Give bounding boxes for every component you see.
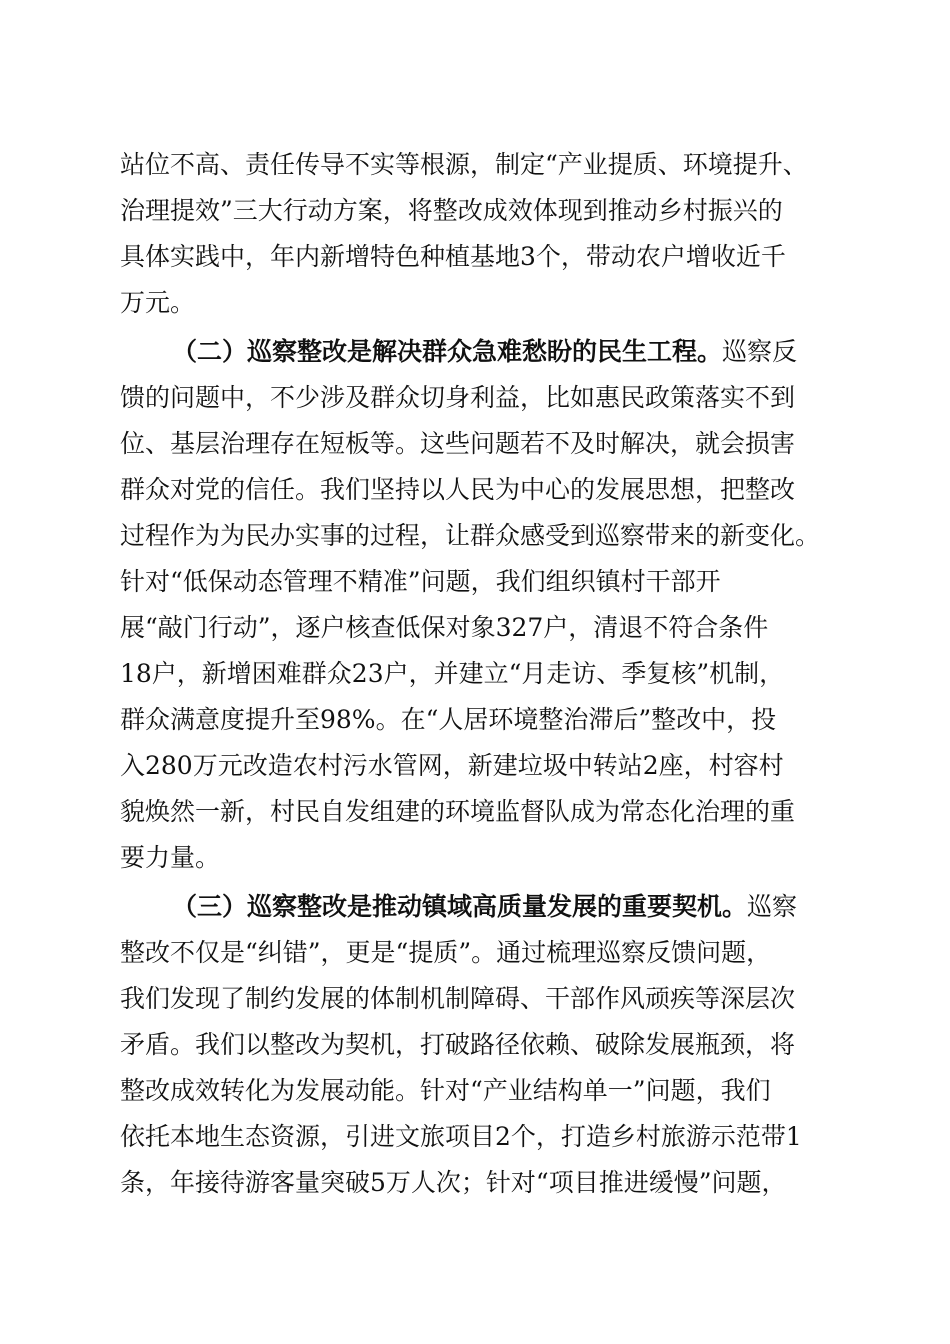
text-line: 入280万元改造农村污水管网，新建垃圾中转站2座，村容村 xyxy=(120,751,784,780)
text-line: 依托本地生态资源，引进文旅项目2个，打造乡村旅游示范带1 xyxy=(120,1122,802,1151)
text-line: 18户，新增困难群众23户，并建立“月走访、季复核”机制， xyxy=(120,659,785,688)
text-line: 要力量。 xyxy=(120,843,221,872)
text-line: 馈的问题中，不少涉及群众切身利益，比如惠民政策落实不到 xyxy=(120,383,796,412)
text-line: 具体实践中，年内新增特色种植基地3个，带动农户增收近千 xyxy=(120,242,786,271)
text-line: 貌焕然一新，村民自发组建的环境监督队成为常态化治理的重 xyxy=(120,797,796,826)
text-line: 过程作为为民办实事的过程，让群众感受到巡察带来的新变化。 xyxy=(120,521,821,550)
text-line: 针对“低保动态管理不精准”问题，我们组织镇村干部开 xyxy=(120,567,721,596)
text-line: 群众满意度提升至98%。在“人居环境整治滞后”整改中，投 xyxy=(120,705,777,734)
text-line: 条，年接待游客量突破5万人次；针对“项目推进缓慢”问题， xyxy=(120,1168,787,1197)
text-line: 矛盾。我们以整改为契机，打破路径依赖、破除发展瓶颈，将 xyxy=(120,1030,796,1059)
section-heading: （二）巡察整改是解决群众急难愁盼的民生工程。 xyxy=(172,337,723,366)
text-line: 展“敲门行动”，逐户核查低保对象327户，清退不符合条件 xyxy=(120,613,769,642)
text-line: 我们发现了制约发展的体制机制障碍、干部作风顽疾等深层次 xyxy=(120,984,796,1013)
text-line: 站位不高、责任传导不实等根源，制定“产业提质、环境提升、 xyxy=(120,150,808,179)
text-span: 巡察 xyxy=(747,892,798,921)
text-span: 巡察反 xyxy=(722,337,798,366)
text-line: 位、基层治理存在短板等。这些问题若不及时解决，就会损害 xyxy=(120,429,796,458)
text-line: 群众对党的信任。我们坚持以人民为中心的发展思想，把整改 xyxy=(120,475,796,504)
paragraph-first-line xyxy=(172,883,835,931)
paragraph-first-line xyxy=(172,328,835,376)
text-line: 万元。 xyxy=(120,288,196,317)
text-line: 整改不仅是“纠错”，更是“提质”。通过梳理巡察反馈问题， xyxy=(120,938,772,967)
section-heading: （三）巡察整改是推动镇域高质量发展的重要契机。 xyxy=(172,892,748,921)
text-line: 治理提效”三大行动方案，将整改成效体现到推动乡村振兴的 xyxy=(120,196,783,225)
text-line: 整改成效转化为发展动能。针对“产业结构单一”问题，我们 xyxy=(120,1076,771,1105)
